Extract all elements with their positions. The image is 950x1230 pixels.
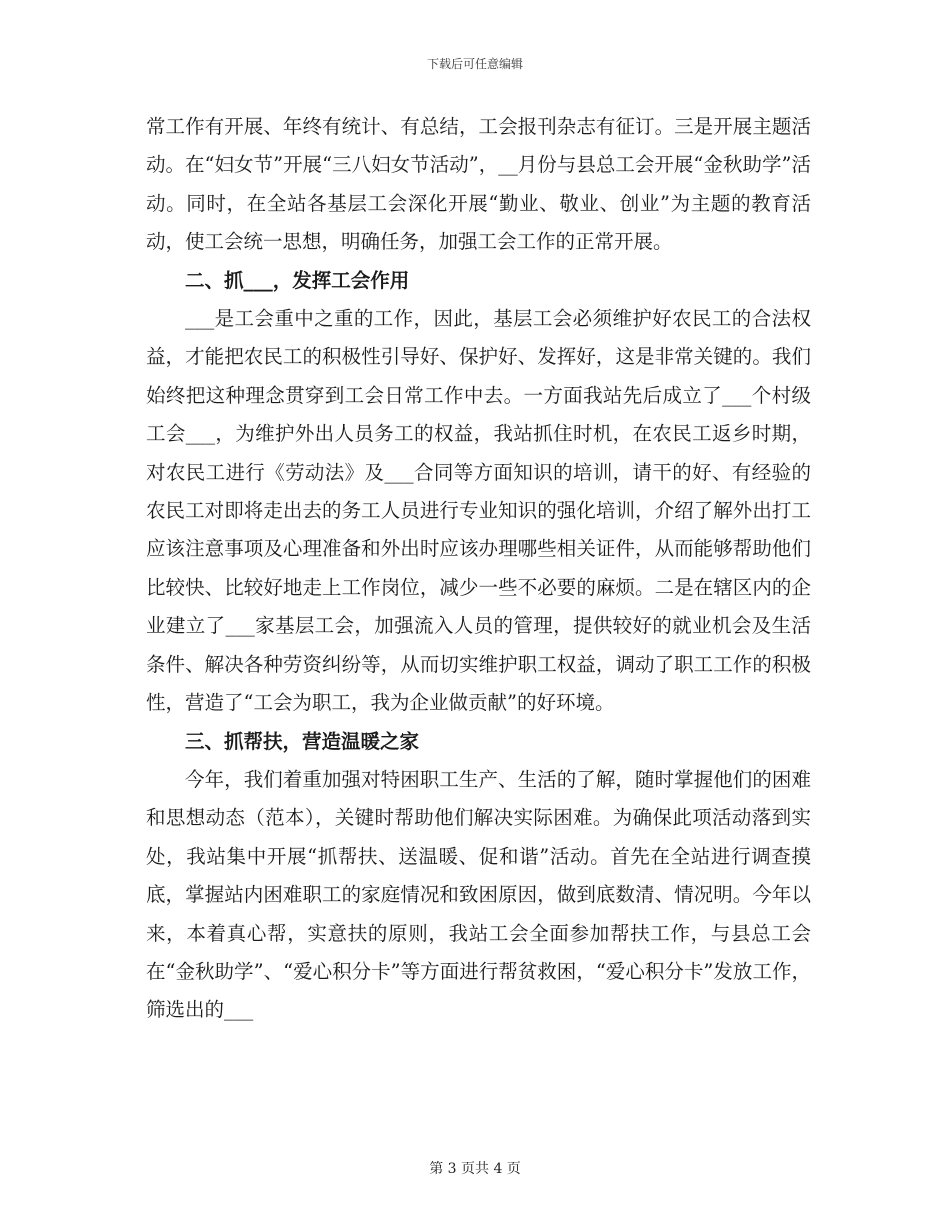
page-header: 下载后可任意编辑 (426, 57, 523, 71)
paragraph-section-2: ___是工会重中之重的工作，因此，基层工会必须维护好农民工的合法权益，才能把农民工的积极性引导好、保护好、发挥好，这是非常关键的。我们始终把这种理念贯穿到工会日常工作中去。一方面我站先后成立了___个村级工会___，为维护外出人员务工的权益，我站抓住时机，在农民工返乡时期，对农民工进行《劳动法》及___合同等方面知识的培训，请干的好、有经验的农民工对即将走出去的务工人员进行专业知识的强化培训，介绍了解外出打工应该注意事项及心理准备和外出时应该办理哪些相关证件，从而能够帮助他们比较快、比较好地走上工作岗位，减少一些不必要的麻烦。二是在辖区内的企业建立了___家基层工会，加强流入人员的管理，提供较好的就业机会及生活条件、解决各种劳资纠纷等，从而切实维护职工权益，调动了职工工作的积极性，营造了“工会为职工，我为企业做贡献”的好环境。 (146, 307, 811, 715)
paragraph-section-3: 今年，我们着重加强对特困职工生产、生活的了解，随时掌握他们的困难和思想动态（范本），关键时帮助他们解决实际困难。为确保此项活动落到实处，我站集中开展“抓帮扶、送温暖、促和谐”活动。首先在全站进行调查摸底，掌握站内困难职工的家庭情况和致困原因，做到底数清、情况明。今年以来，本着真心帮，实意扶的原则，我站工会全面参加帮扶工作，与县总工会在“金秋助学”、“爱心积分卡”等方面进行帮贫救困，“爱心积分卡”发放工作，筛选出的___ (146, 767, 811, 1022)
section-heading-3: 三、抓帮扶，营造温暖之家 (185, 729, 420, 753)
section-heading-2: 二、抓___，发挥工会作用 (185, 268, 410, 292)
document-body (146, 108, 811, 1030)
page-number-footer: 第 3 页共 4 页 (429, 1161, 521, 1177)
paragraph-continuation: 常工作有开展、年终有统计、有总结，工会报刊杂志有征订。三是开展主题活动。在“妇女节”开展“三八妇女节活动”，__月份与县总工会开展“金秋助学”活动。同时，在全站各基层工会深化开展“勤业、敬业、创业”为主题的教育活动，使工会统一思想，明确任务，加强工会工作的正常开展。 (146, 115, 811, 254)
